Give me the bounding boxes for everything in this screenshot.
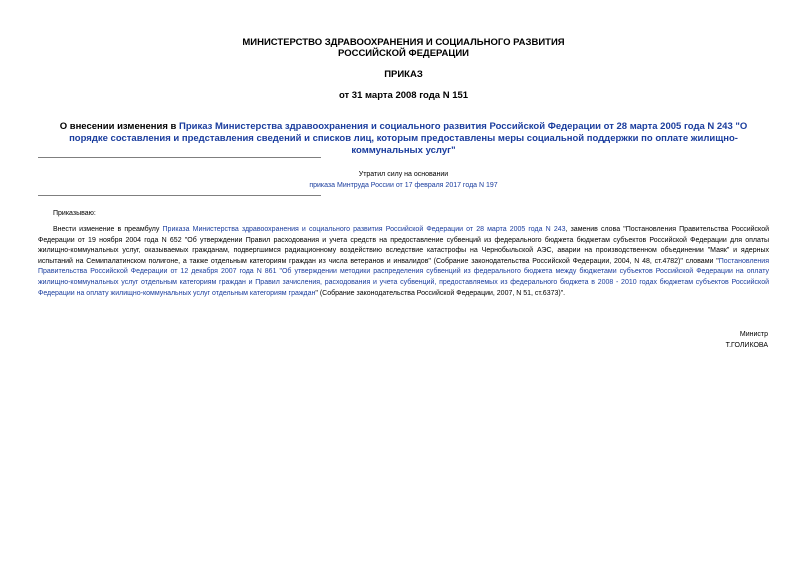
ministry-line-1: МИНИСТЕРСТВО ЗДРАВООХРАНЕНИЯ И СОЦИАЛЬНОГО РАЗВИТИЯ — [242, 37, 565, 48]
repeal-note-link[interactable]: приказа Минтруда России от 17 февраля 2017 года N 197 — [309, 182, 498, 189]
order-directive: Приказываю: — [53, 210, 96, 217]
body-text-middle: , заменив слова "Постановления Правительства Российской Федерации от 19 ноября 2004 года N 652 "Об утверждении Правил расходования и учета средств на предоставление субвенций из федерального бюджета бюджетам субъектов Российской Федерации для оплаты жилищно-коммунальных услуг, оказываемых гражданам, подвергшимся радиационному воздействию вследствие катастрофы на Чернобыльской АЭС, аварии на производственном объединении "Маяк" и ядерных испытаний на Семипалатинском полигоне, а также отдельным категориям граждан из числа ветеранов и инвалидов" (Собрание законодательства Российской Федерации, 2004, N 48, ст.4782)" словами " — [38, 226, 769, 265]
doc-type-title: ПРИКАЗ — [384, 69, 423, 80]
order-subject — [40, 121, 767, 157]
divider-top — [38, 157, 321, 158]
signer-title: Министр — [739, 331, 768, 338]
repeal-note-text: Утратил силу на основании — [358, 171, 449, 178]
divider-bottom — [38, 195, 321, 196]
subject-prefix: О внесении изменения в — [59, 121, 179, 132]
subject-link-order-243[interactable]: Приказ Министерства здравоохранения и социального развития Российской Федерации от 28 марта 2005 года N 243 "О порядке составления и представления сведений и списков лиц, которым предоставлены меры социальной поддержки по оплате жилищно-коммунальных услуг" — [69, 121, 748, 156]
body-link-resolution-861[interactable]: Постановления Правительства Российской Федерации от 12 декабря 2007 года N 861 "Об утверждении методики распределения субвенций из федерального бюджета между бюджетами субъектов Российской Федерации на оплату жилищно-коммунальных услуг отдельным категориям граждан и Правил зачисления, расходования и учета субвенций, предоставляемых из федерального бюджета в 2008 - 2010 годах бюджетам субъектов Российской Федерации на оплату жилищно-коммунальных услуг отдельным категориям граждан — [38, 257, 769, 297]
body-text-end: " (Собрание законодательства Российской Федерации, 2007, N 51, ст.6373)". — [315, 289, 566, 297]
body-text-start: Внести изменение в преамбулу — [53, 226, 163, 233]
order-body-paragraph — [38, 225, 769, 299]
ministry-heading — [0, 37, 807, 59]
signer-name: Т.ГОЛИКОВА — [725, 342, 768, 349]
body-link-order-243[interactable]: Приказа Министерства здравоохранения и социального развития Российской Федерации от 28 марта 2005 года N 243 — [162, 226, 566, 233]
repeal-note-line-2 — [215, 181, 592, 190]
ministry-line-2: РОССИЙСКОЙ ФЕДЕРАЦИИ — [337, 48, 469, 59]
order-date-number: от 31 марта 2008 года N 151 — [338, 90, 469, 101]
